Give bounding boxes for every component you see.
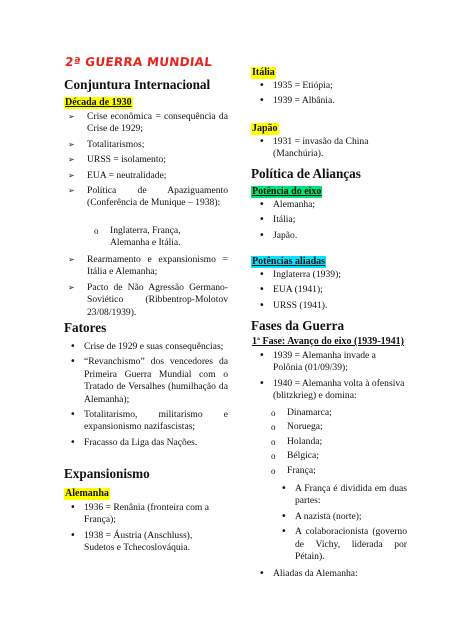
list-item: • 1939 = Albânia. <box>251 95 407 107</box>
heading-aliancas: Política de Alianças <box>251 166 361 181</box>
munique-sublist <box>74 225 214 252</box>
list-item: ➢ URSS = isolamento; <box>62 154 228 166</box>
aliadas-list <box>251 269 407 315</box>
label-japao: Japão <box>252 123 278 134</box>
label-potencias-aliadas: Potências aliadas <box>252 256 326 267</box>
list-item: • Itália; <box>251 214 407 226</box>
conjuntura-list <box>62 111 228 213</box>
list-item: ➢ Crise econômica = consequência da Crise de 1929; <box>62 111 228 136</box>
list-item: • A colaboracionista (governo de Vichy, liderada por Pétain). <box>251 526 407 563</box>
label-fase-1: 1ª Fase: Avanço do eixo (1939-1941) <box>252 336 404 347</box>
eixo-list <box>251 199 407 245</box>
list-item: • URSS (1941). <box>251 300 407 312</box>
heading-conjuntura: Conjuntura Internacional <box>64 77 211 92</box>
conjuntura-list-cont <box>62 254 228 322</box>
heading-fases: Fases da Guerra <box>251 318 345 333</box>
label-potencia-eixo: Potência do eixo <box>252 186 322 197</box>
list-item: • 1936 = Renânia (fronteira com a França); <box>62 502 222 527</box>
fases-list <box>251 350 407 406</box>
list-item: • Alemanha; <box>251 199 407 211</box>
label-alemanha: Alemanha <box>65 488 109 499</box>
list-item: o Holanda; <box>251 436 407 448</box>
list-item: ➢ Rearmamento e expansionismo = Itália e Alemanha; <box>62 254 228 279</box>
italia-list <box>251 80 407 111</box>
list-item: ➢ Pacto de Não Agressão Germano-Soviético (Ribbentrop-Molotov 23/08/1939). <box>62 282 228 319</box>
list-item: • A nazista (norte); <box>251 511 407 523</box>
label-italia: Itália <box>252 67 275 78</box>
expansionismo-list <box>62 502 222 558</box>
list-item: ➢ Totalitarismos; <box>62 139 228 151</box>
japao-list <box>251 136 407 164</box>
franca-sublist <box>251 483 407 566</box>
list-item: • Totalitarismo, militarismo e expansionismo nazifascistas; <box>62 409 228 434</box>
list-item: • Aliadas da Alemanha: <box>251 568 407 580</box>
list-item: • Fracasso da Liga das Nações. <box>62 437 228 449</box>
list-item: • Inglaterra (1939); <box>251 269 407 281</box>
fatores-list <box>62 341 228 452</box>
list-item: • 1931 = invasão da China (Manchúria). <box>251 136 407 161</box>
list-item: • 1938 = Áustria (Anschluss), Sudetos e Tchecoslováquia. <box>62 530 222 555</box>
list-item: • EUA (1941); <box>251 284 407 296</box>
list-item: • Crise de 1929 e suas consequências; <box>62 341 228 353</box>
dominados-list <box>251 407 407 479</box>
list-item: • Japão. <box>251 230 407 242</box>
heading-fatores: Fatores <box>64 320 107 335</box>
list-item: o Noruega; <box>251 421 407 433</box>
list-item: o França; <box>251 465 407 477</box>
list-item: ➢ EUA = neutralidade; <box>62 170 228 182</box>
list-item: o Dinamarca; <box>251 407 407 419</box>
list-item: • “Revanchismo” dos vencedores da Primeira Guerra Mundial com o Tratado de Versalhes (humilhação da Alemanha); <box>62 356 228 406</box>
label-decada-1930: Década de 1930 <box>65 97 132 108</box>
list-item: • 1940 = Alemanha volta à ofensiva (blitzkrieg) e domina: <box>251 378 407 403</box>
list-item: ➢ Política de Apaziguamento (Conferência de Munique – 1938): <box>62 185 228 210</box>
list-item: o Bélgica; <box>251 450 407 462</box>
aliadas-alemanha-list <box>251 568 407 583</box>
list-item: • A França é dividida em duas partes: <box>251 483 407 508</box>
heading-expansionismo: Expansionismo <box>64 466 150 481</box>
list-item: • 1935 = Etiópia; <box>251 80 407 92</box>
list-item: • 1939 = Alemanha invade a Polônia (01/09/39); <box>251 350 407 375</box>
list-item: o Inglaterra, França, Alemanha e Itália. <box>74 225 214 250</box>
document-title: 2ª GUERRA MUNDIAL <box>64 55 213 69</box>
